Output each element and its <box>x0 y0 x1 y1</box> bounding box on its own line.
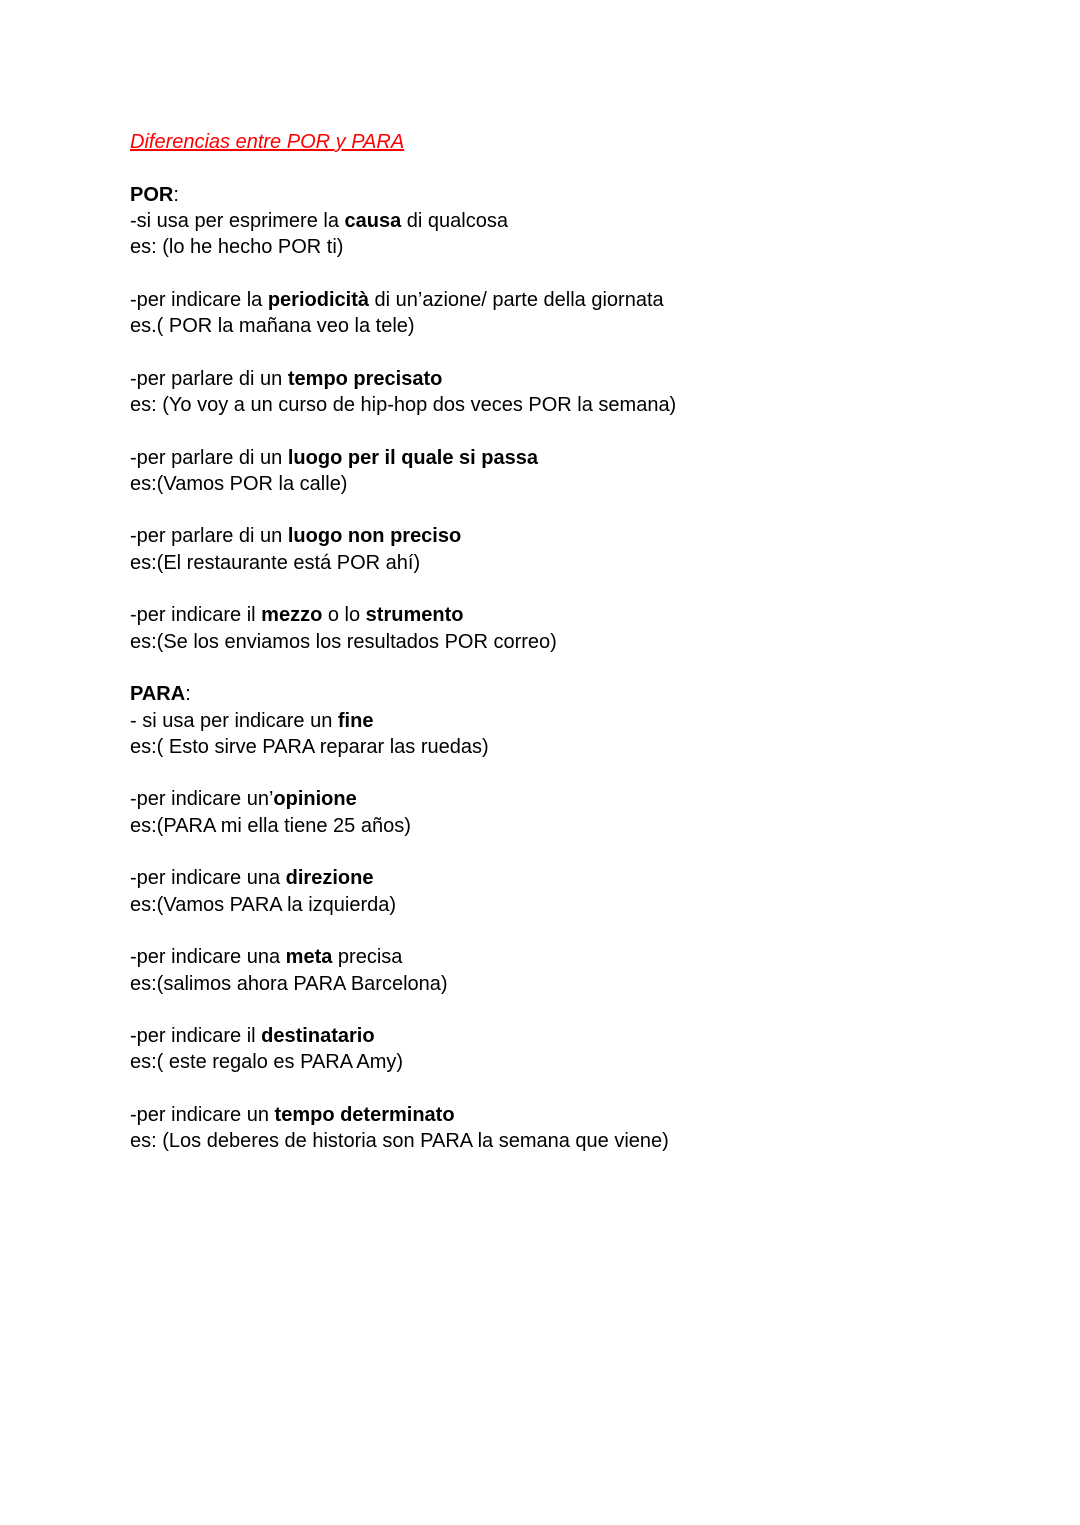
section-heading <box>130 681 1010 707</box>
spacer <box>130 418 1010 444</box>
rule-text: -per indicare il <box>130 604 262 627</box>
rule-keyword: luogo per il quale si passa <box>287 446 538 469</box>
rule-keyword: causa <box>344 209 402 232</box>
rule-line <box>130 523 1010 549</box>
rule-line <box>130 366 1010 392</box>
example-line: es:( Esto sirve PARA reparar las ruedas) <box>130 735 489 758</box>
rule-keyword: luogo non preciso <box>287 525 462 548</box>
spacer <box>130 839 1010 865</box>
section-heading-colon: : <box>185 683 191 706</box>
rule-line <box>130 208 1010 234</box>
rule-line <box>130 287 1010 313</box>
rule-text: -per indicare una <box>130 867 286 890</box>
rule-keyword: meta <box>285 946 333 969</box>
example-line: es:(Vamos POR la calle) <box>130 472 348 495</box>
rule-text: di un’azione/ parte della giornata <box>368 288 664 311</box>
rule-text: precisa <box>332 946 403 969</box>
rule-keyword: tempo precisato <box>287 367 443 390</box>
rule-keyword: periodicità <box>267 288 369 311</box>
rule-keyword: mezzo <box>261 604 323 627</box>
rule-text: -per parlare di un <box>130 525 288 548</box>
sections-container <box>130 182 1010 1155</box>
rule-text: - si usa per indicare un <box>130 709 338 732</box>
spacer <box>130 155 1010 181</box>
example-line: es: (lo he hecho POR ti) <box>130 236 344 259</box>
example-line: es: (Yo voy a un curso de hip-hop dos veces POR la semana) <box>130 393 677 416</box>
rule-text: -per indicare la <box>130 288 268 311</box>
rule-text: -per indicare il <box>130 1025 262 1048</box>
section-heading <box>130 182 1010 208</box>
example-line: es: (Los deberes de historia son PARA la semana que viene) <box>130 1130 669 1153</box>
rule-keyword: opinione <box>273 788 357 811</box>
spacer <box>130 918 1010 944</box>
spacer <box>130 655 1010 681</box>
spacer <box>130 260 1010 286</box>
rule-line <box>130 786 1010 812</box>
rule-keyword: fine <box>337 709 374 732</box>
rule-keyword: direzione <box>285 867 374 890</box>
rule-line <box>130 1102 1010 1128</box>
example-line: es:(salimos ahora PARA Barcelona) <box>130 972 448 995</box>
rule-keyword: destinatario <box>261 1025 375 1048</box>
rule-line <box>130 1023 1010 1049</box>
example-line: es:(Vamos PARA la izquierda) <box>130 893 397 916</box>
example-line: es:(El restaurante está POR ahí) <box>130 551 421 574</box>
rule-text: -per parlare di un <box>130 367 288 390</box>
rule-text: -per indicare un <box>130 1103 275 1126</box>
rule-text: -per parlare di un <box>130 446 288 469</box>
rule-text: -si usa per esprimere la <box>130 209 345 232</box>
section-heading-label: POR <box>130 183 174 206</box>
rule-text: o lo <box>322 604 366 627</box>
spacer <box>130 576 1010 602</box>
rule-line <box>130 602 1010 628</box>
section-por <box>130 182 1010 655</box>
section-heading-colon: : <box>173 183 179 206</box>
document-page <box>130 129 1010 1155</box>
rule-keyword: strumento <box>365 604 464 627</box>
example-line: es.( POR la mañana veo la tele) <box>130 315 415 338</box>
rule-keyword: tempo determinato <box>274 1103 455 1126</box>
section-heading-label: PARA <box>130 683 186 706</box>
section-para <box>130 681 1010 1154</box>
example-line: es:(PARA mi ella tiene 25 años) <box>130 814 411 837</box>
spacer <box>130 997 1010 1023</box>
rule-line <box>130 445 1010 471</box>
rule-text: di qualcosa <box>401 209 508 232</box>
rule-text: -per indicare una <box>130 946 286 969</box>
document-title: Diferencias entre POR y PARA <box>130 131 405 153</box>
example-line: es:( este regalo es PARA Amy) <box>130 1051 404 1074</box>
rule-text: -per indicare un’ <box>130 788 274 811</box>
spacer <box>130 339 1010 365</box>
spacer <box>130 760 1010 786</box>
rule-line <box>130 708 1010 734</box>
rule-line <box>130 944 1010 970</box>
example-line: es:(Se los enviamos los resultados POR correo) <box>130 630 557 653</box>
rule-line <box>130 865 1010 891</box>
spacer <box>130 497 1010 523</box>
spacer <box>130 1076 1010 1102</box>
